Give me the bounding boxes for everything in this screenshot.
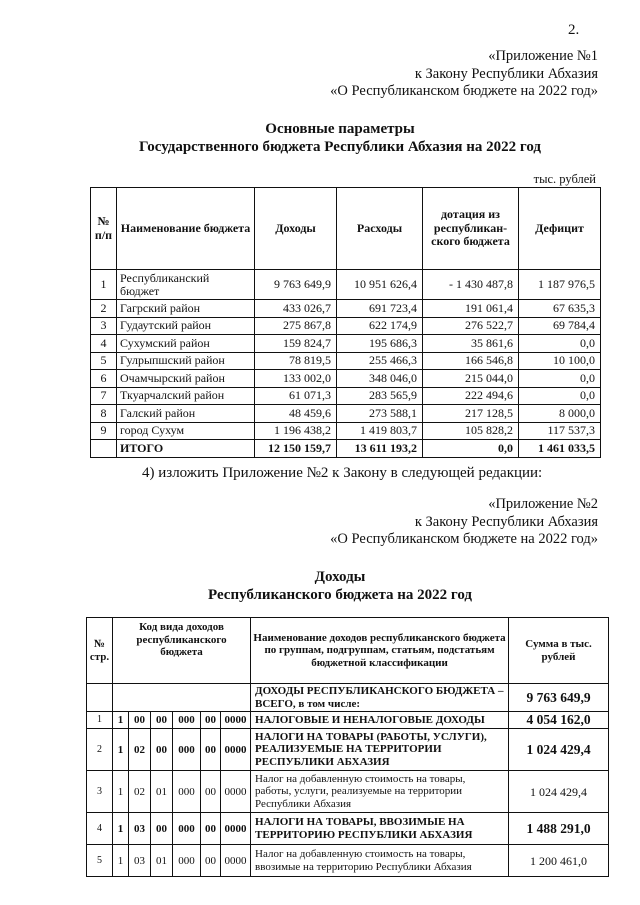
- row-expense: 1 419 803,7: [337, 422, 423, 440]
- table1-row: [91, 387, 601, 405]
- code-part-3: 00: [151, 813, 173, 845]
- row-income: 433 026,7: [255, 300, 337, 318]
- header2-code: Код вида доходов республиканского бюджета: [113, 618, 251, 684]
- code-part-4: 000: [173, 729, 201, 771]
- code-part-1: 1: [113, 729, 129, 771]
- row-expense: 195 686,3: [337, 335, 423, 353]
- annex1-heading: [330, 48, 598, 101]
- row-income: 1 196 438,2: [255, 422, 337, 440]
- total2-name: ДОХОДЫ РЕСПУБЛИКАНСКОГО БЮДЖЕТА – ВСЕГО, в том числе:: [251, 684, 509, 712]
- total2-no: [87, 684, 113, 712]
- header-income: Доходы: [255, 188, 337, 270]
- code-part-4: 000: [173, 771, 201, 813]
- row-name: Сухумский район: [117, 335, 255, 353]
- total-no: [91, 440, 117, 458]
- code-part-2: 03: [129, 845, 151, 877]
- row-subsidy: 276 522,7: [423, 317, 519, 335]
- code-part-2: 02: [129, 771, 151, 813]
- table1-header-row: [91, 188, 601, 270]
- row-expense: 348 046,0: [337, 370, 423, 388]
- row-name: Республиканский бюджет: [117, 270, 255, 300]
- table1-row: [91, 270, 601, 300]
- row-expense: 283 565,9: [337, 387, 423, 405]
- row-name: Очамчырский район: [117, 370, 255, 388]
- header-deficit: Дефицит: [519, 188, 601, 270]
- row-no: 7: [91, 387, 117, 405]
- code-part-2: 02: [129, 729, 151, 771]
- table2-row: [87, 845, 609, 877]
- row-no: 6: [91, 370, 117, 388]
- row-name: Галский район: [117, 405, 255, 423]
- code-part-5: 00: [201, 813, 221, 845]
- table1-title: [20, 120, 640, 156]
- row-name: город Сухум: [117, 422, 255, 440]
- row-deficit: 10 100,0: [519, 352, 601, 370]
- total2-sum: 9 763 649,9: [509, 684, 609, 712]
- row-income: 78 819,5: [255, 352, 337, 370]
- page-number: 2.: [568, 22, 580, 38]
- row2-name: НАЛОГИ НА ТОВАРЫ, ВВОЗИМЫЕ НА ТЕРРИТОРИЮ РЕСПУБЛИКИ АБХАЗИЯ: [251, 813, 509, 845]
- row-deficit: 0,0: [519, 370, 601, 388]
- code-part-3: 01: [151, 845, 173, 877]
- row-expense: 10 951 626,4: [337, 270, 423, 300]
- annex1-line1: «Приложение №1: [488, 48, 598, 64]
- row-name: Гагрский район: [117, 300, 255, 318]
- table1-total-row: [91, 440, 601, 458]
- header2-no: № стр.: [87, 618, 113, 684]
- row-expense: 691 723,4: [337, 300, 423, 318]
- row-name: Ткуарчалский район: [117, 387, 255, 405]
- row-no: 1: [91, 270, 117, 300]
- row2-sum: 1 024 429,4: [509, 729, 609, 771]
- instruction-text: 4) изложить Приложение №2 к Закону в следующей редакции:: [142, 465, 543, 481]
- row2-no: 3: [87, 771, 113, 813]
- table1-row: [91, 317, 601, 335]
- row-deficit: 117 537,3: [519, 422, 601, 440]
- row-deficit: 1 187 976,5: [519, 270, 601, 300]
- table2-title: [20, 568, 640, 604]
- row-subsidy: 105 828,2: [423, 422, 519, 440]
- row-income: 61 071,3: [255, 387, 337, 405]
- code-part-6: 0000: [221, 712, 251, 729]
- row2-no: 5: [87, 845, 113, 877]
- total-name: ИТОГО: [117, 440, 255, 458]
- row-subsidy: 166 546,8: [423, 352, 519, 370]
- row-income: 9 763 649,9: [255, 270, 337, 300]
- row-subsidy: 35 861,6: [423, 335, 519, 353]
- header-name: Наименование бюджета: [117, 188, 255, 270]
- header-expense: Расходы: [337, 188, 423, 270]
- budget-parameters-table: [90, 187, 601, 458]
- table1-title-line2: Государственного бюджета Республики Абхазия на 2022 год: [139, 139, 541, 155]
- table1-title-line1: Основные параметры: [265, 121, 415, 137]
- header2-name: Наименование доходов республиканского бюджета по группам, подгруппам, статьям, подстатьям бюджетной классификации: [251, 618, 509, 684]
- row-no: 9: [91, 422, 117, 440]
- table2-row: [87, 712, 609, 729]
- annex2-line3: «О Республиканском бюджете на 2022 год»: [330, 531, 598, 547]
- table1-row: [91, 300, 601, 318]
- row-income: 275 867,8: [255, 317, 337, 335]
- code-part-3: 01: [151, 771, 173, 813]
- row2-no: 1: [87, 712, 113, 729]
- row2-sum: 4 054 162,0: [509, 712, 609, 729]
- code-part-4: 000: [173, 712, 201, 729]
- row-deficit: 67 635,3: [519, 300, 601, 318]
- code-part-3: 00: [151, 712, 173, 729]
- annex1-line3: «О Республиканском бюджете на 2022 год»: [330, 83, 598, 99]
- code-part-6: 0000: [221, 771, 251, 813]
- row-income: 48 459,6: [255, 405, 337, 423]
- header-no: № п/п: [91, 188, 117, 270]
- row2-name: Налог на добавленную стоимость на товары, ввозимые на территорию Республики Абхазия: [251, 845, 509, 877]
- row-subsidy: 217 128,5: [423, 405, 519, 423]
- table1-row: [91, 422, 601, 440]
- row-income: 133 002,0: [255, 370, 337, 388]
- code-part-1: 1: [113, 712, 129, 729]
- row-subsidy: 191 061,4: [423, 300, 519, 318]
- row2-sum: 1 200 461,0: [509, 845, 609, 877]
- row-name: Гудаутский район: [117, 317, 255, 335]
- annex1-line2: к Закону Республики Абхазия: [414, 65, 598, 82]
- table1-row: [91, 370, 601, 388]
- row-deficit: 0,0: [519, 335, 601, 353]
- row2-no: 4: [87, 813, 113, 845]
- code-part-5: 00: [201, 729, 221, 771]
- table2-header-row: [87, 618, 609, 684]
- row-no: 5: [91, 352, 117, 370]
- code-part-1: 1: [113, 845, 129, 877]
- row-subsidy: - 1 430 487,8: [423, 270, 519, 300]
- total-expense: 13 611 193,2: [337, 440, 423, 458]
- table1-row: [91, 335, 601, 353]
- table2-row: [87, 813, 609, 845]
- row-expense: 273 588,1: [337, 405, 423, 423]
- row-no: 4: [91, 335, 117, 353]
- row-name: Гулрыпшский район: [117, 352, 255, 370]
- row-no: 2: [91, 300, 117, 318]
- table2-title-line1: Доходы: [314, 569, 366, 585]
- code-part-4: 000: [173, 845, 201, 877]
- annex2-line2: к Закону Республики Абхазия: [414, 513, 598, 530]
- row2-name: НАЛОГИ НА ТОВАРЫ (РАБОТЫ, УСЛУГИ), РЕАЛИЗУЕМЫЕ НА ТЕРРИТОРИИ РЕСПУБЛИКИ АБХАЗИЯ: [251, 729, 509, 771]
- row-deficit: 69 784,4: [519, 317, 601, 335]
- table1-row: [91, 405, 601, 423]
- row2-name: Налог на добавленную стоимость на товары, работы, услуги, реализуемые на территории Республики Абхазия: [251, 771, 509, 813]
- row2-sum: 1 024 429,4: [509, 771, 609, 813]
- row-subsidy: 215 044,0: [423, 370, 519, 388]
- row-expense: 622 174,9: [337, 317, 423, 335]
- row-deficit: 8 000,0: [519, 405, 601, 423]
- code-part-1: 1: [113, 771, 129, 813]
- row-subsidy: 222 494,6: [423, 387, 519, 405]
- total2-code: [113, 684, 251, 712]
- header-subsidy: дотация из республикан-ского бюджета: [423, 188, 519, 270]
- table2-title-line2: Республиканского бюджета на 2022 год: [207, 587, 472, 603]
- row2-no: 2: [87, 729, 113, 771]
- row-deficit: 0,0: [519, 387, 601, 405]
- code-part-5: 00: [201, 712, 221, 729]
- code-part-2: 00: [129, 712, 151, 729]
- code-part-2: 03: [129, 813, 151, 845]
- code-part-4: 000: [173, 813, 201, 845]
- revenue-table: [86, 617, 609, 877]
- code-part-6: 0000: [221, 729, 251, 771]
- table1-row: [91, 352, 601, 370]
- total-income: 12 150 159,7: [255, 440, 337, 458]
- code-part-6: 0000: [221, 845, 251, 877]
- table2-total-row: [87, 684, 609, 712]
- row2-sum: 1 488 291,0: [509, 813, 609, 845]
- code-part-5: 00: [201, 771, 221, 813]
- code-part-3: 00: [151, 729, 173, 771]
- units-label: тыс. рублей: [533, 172, 596, 186]
- total-deficit: 1 461 033,5: [519, 440, 601, 458]
- annex2-line1: «Приложение №2: [488, 496, 598, 512]
- total-subsidy: 0,0: [423, 440, 519, 458]
- annex2-heading: [330, 496, 598, 549]
- code-part-6: 0000: [221, 813, 251, 845]
- table2-row: [87, 771, 609, 813]
- code-part-5: 00: [201, 845, 221, 877]
- table2-row: [87, 729, 609, 771]
- code-part-1: 1: [113, 813, 129, 845]
- row-income: 159 824,7: [255, 335, 337, 353]
- row-expense: 255 466,3: [337, 352, 423, 370]
- header2-sum: Сумма в тыс. рублей: [509, 618, 609, 684]
- row-no: 8: [91, 405, 117, 423]
- row-no: 3: [91, 317, 117, 335]
- row2-name: НАЛОГОВЫЕ И НЕНАЛОГОВЫЕ ДОХОДЫ: [251, 712, 509, 729]
